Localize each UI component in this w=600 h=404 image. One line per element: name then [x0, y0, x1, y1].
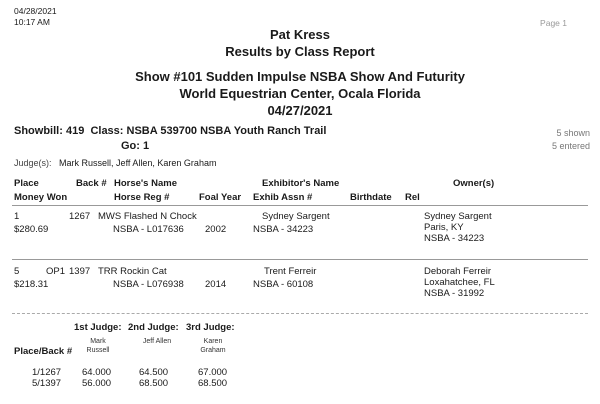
go-line [121, 140, 149, 152]
judge-1-name-first: Mark [90, 338, 106, 345]
result-exhib-assn: NSBA - 60108 [253, 279, 314, 290]
result-money: $280.69 [14, 224, 49, 235]
col-rel: Rel [405, 192, 420, 203]
report-author: Pat Kress [270, 27, 330, 42]
result-exhibitor: Sydney Sargent [262, 211, 330, 222]
go-number: 1 [143, 140, 150, 152]
col-birthdate: Birthdate [350, 192, 392, 203]
result-back: 1397 [69, 266, 91, 277]
result-owner-name: Deborah Ferreir [424, 266, 492, 277]
score-judge-3: 68.500 [198, 378, 228, 389]
result-horse: MWS Flashed N Chock [98, 211, 197, 222]
judge-2-header: 2nd Judge: [128, 322, 179, 333]
judge-1-name-last: Russell [86, 347, 110, 354]
col-back: Back # [76, 178, 107, 189]
judge-2-name: Jeff Allen [142, 338, 172, 345]
entered-count: 5 entered [551, 141, 590, 151]
score-place-back: 5/1397 [32, 378, 62, 389]
showbill-label: Showbill: [14, 125, 63, 137]
score-judge-3: 67.000 [198, 367, 228, 378]
class-label: Class: [90, 125, 124, 137]
row-divider [12, 259, 588, 260]
col-exhib-assn: Exhib Assn # [253, 192, 313, 203]
report-title: Results by Class Report [225, 44, 375, 59]
show-venue: World Equestrian Center, Ocala Florida [179, 86, 421, 101]
col-horse-name: Horse's Name [114, 178, 177, 189]
result-owner-city: Loxahatchee, FL [424, 277, 495, 288]
scores-divider [12, 313, 588, 314]
score-judge-2: 68.500 [139, 378, 169, 389]
score-judge-1: 56.000 [82, 378, 112, 389]
col-horse-reg: Horse Reg # [114, 192, 170, 203]
go-label: Go: [121, 140, 140, 152]
result-place: 1 [14, 211, 20, 222]
show-date: 04/27/2021 [267, 103, 333, 118]
page-number: Page 1 [540, 18, 567, 28]
col-foal-year: Foal Year [199, 192, 242, 203]
result-owner-city: Paris, KY [424, 222, 464, 233]
score-judge-2: 64.500 [139, 367, 169, 378]
col-exhibitor-name: Exhibitor's Name [262, 178, 340, 189]
show-name: Show #101 Sudden Impulse NSBA Show And Futurity [135, 69, 465, 84]
judges-label: Judge(s): [14, 158, 52, 168]
score-judge-1: 64.000 [82, 367, 112, 378]
judge-3-header: 3rd Judge: [186, 322, 235, 333]
print-time: 10:17 AM [14, 17, 50, 27]
result-foal-year: 2014 [205, 279, 227, 290]
result-horse-reg: NSBA - L017636 [113, 224, 184, 235]
judges-line [14, 158, 216, 168]
col-place: Place [14, 178, 39, 189]
result-horse-reg: NSBA - L076938 [113, 279, 184, 290]
result-owner-name: Sydney Sargent [424, 211, 492, 222]
result-owner-assn: NSBA - 31992 [424, 288, 485, 299]
print-date: 04/28/2021 [14, 6, 57, 16]
judges-names: Mark Russell, Jeff Allen, Karen Graham [59, 158, 217, 168]
judge-1-header: 1st Judge: [74, 322, 122, 333]
result-exhibitor: Trent Ferreir [264, 266, 317, 277]
result-back: 1267 [69, 211, 91, 222]
result-owner-assn: NSBA - 34223 [424, 233, 485, 244]
shown-count: 5 shown [556, 128, 590, 138]
result-op: OP1 [46, 266, 66, 277]
result-place: 5 [14, 266, 20, 277]
class-info-line [14, 125, 326, 137]
showbill-number: 419 [65, 125, 85, 137]
col-money-won: Money Won [14, 192, 68, 203]
class-name: NSBA 539700 NSBA Youth Ranch Trail [126, 125, 327, 137]
result-foal-year: 2002 [205, 224, 227, 235]
score-place-back: 1/1267 [32, 367, 62, 378]
result-money: $218.31 [14, 279, 49, 290]
result-exhib-assn: NSBA - 34223 [253, 224, 314, 235]
judge-3-name-first: Karen [203, 338, 223, 345]
judge-3-name-last: Graham [200, 347, 226, 354]
col-owner: Owner(s) [453, 178, 495, 189]
place-back-label: Place/Back # [14, 346, 73, 357]
header-divider [12, 205, 588, 206]
result-horse: TRR Rockin Cat [98, 266, 167, 277]
